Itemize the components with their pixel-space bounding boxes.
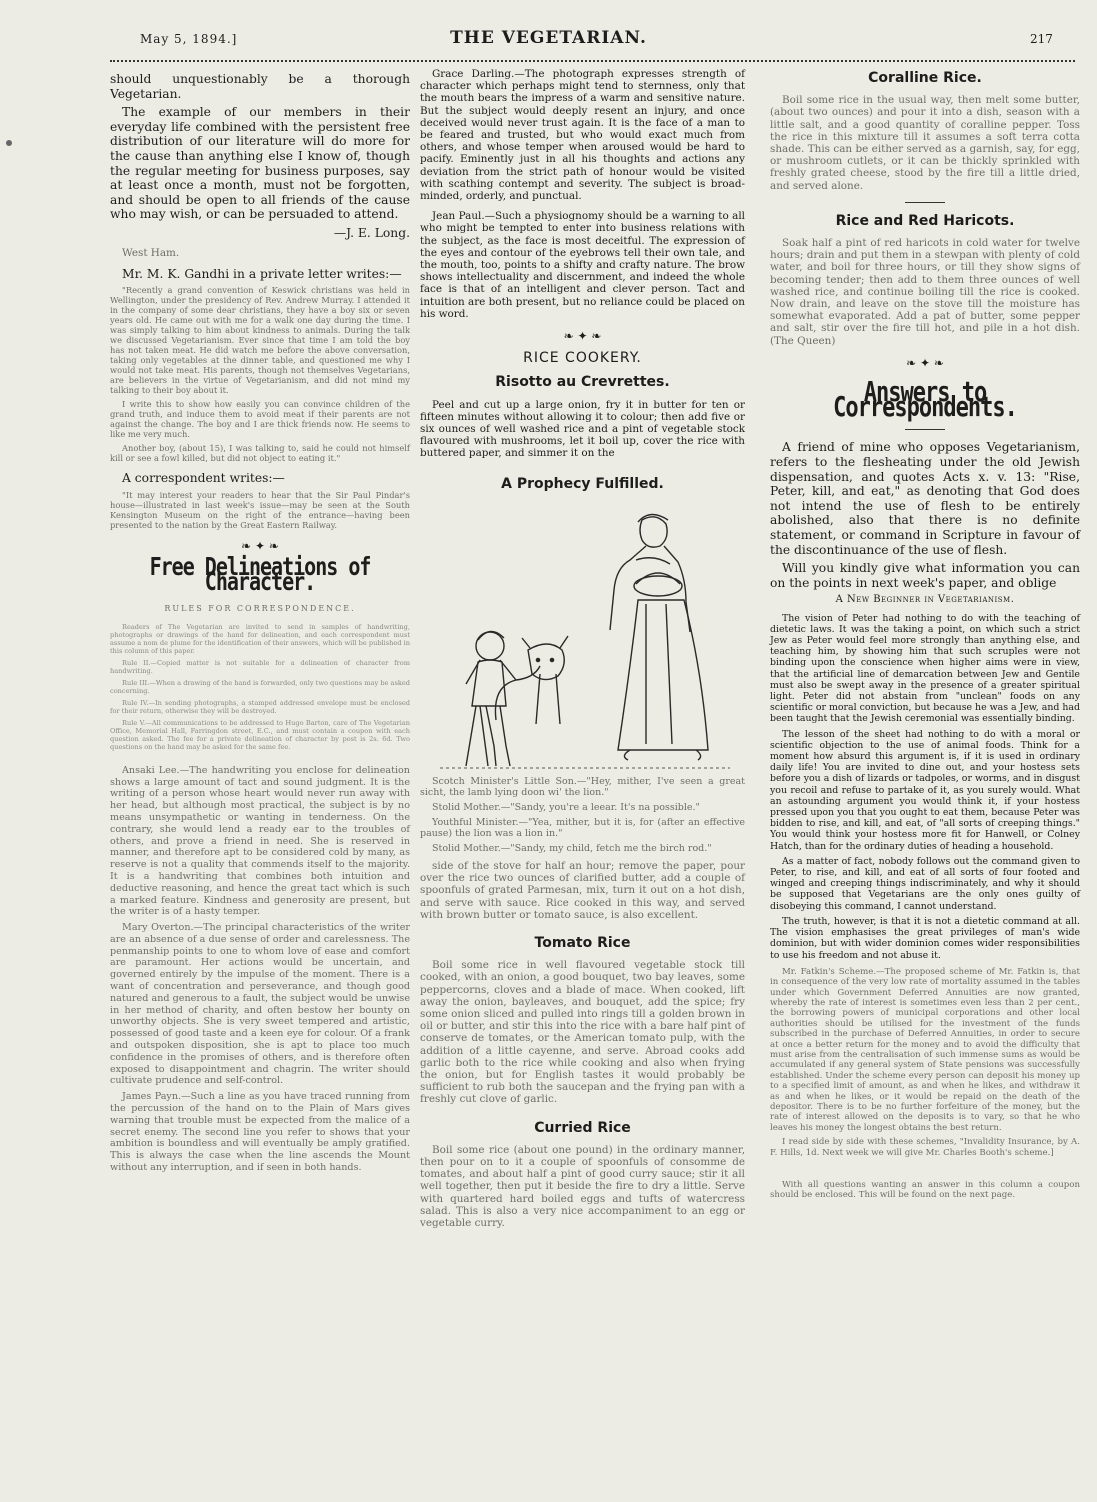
delineation-answer: Ansaki Lee.—The handwriting you enclose for delineation shows a large amount of tact and sound judgment. It is the writing of a person whose heart would never run away with her head, but although most practical, the subject is by no means unsympathetic or wanting in tenderness. On the contrary, she would lend a ready ear to the troubles of others, and prove a friend in need. She is reserved in manner, and therefore apt to be considered cold by many, as reserve is not a quality that commends itself to the majority. It is a handwriting that combines both intuition and deductive reasoning, and hence the great tact which is such a marked feature. Kindness and generosity are present, but the writer is of a hasty temper.	[110, 764, 410, 918]
correspondent-text: "It may interest your readers to hear that the Sir Paul Pindar's house—illustrated in last week's issue—may be seen at the South Kensington Museum on the right of the entrance—having been presented to the nation by the Great Eastern Railway.	[110, 489, 410, 530]
delineation-answer: James Payn.—Such a line as you have traced running from the percussion of the hand on to the Plain of Mars gives warning that trouble must be expected from the malice of a secret enemy. The second line you refer to shows that your ambition is boundless and will eventually be amply gratified. This is always the case when the line ascends the Mount without any interruption, and if seen in both hands.	[110, 1091, 410, 1174]
section-heading: Free Delineations of Character.	[149, 551, 371, 597]
reader-query: A friend of mine who opposes Vegetarianism, refers to the flesheating under the old Jewish dispensation, and quotes Acts x. v. 13: "Rise, Peter, kill, and eat," as denoting that God does not intend the use of flesh to be entirely abolished, also that there is no definite statement, or command in Scripture in favour of the discontinuance of the use of flesh.	[770, 440, 1080, 557]
rule-text: Rule II.—Copied matter is not suitable for a delineation of character from handwriting.	[110, 658, 410, 675]
short-rule	[905, 429, 945, 430]
recipe-title: Rice and Red Haricots.	[835, 212, 1015, 229]
illustration-caption	[420, 776, 745, 854]
paragraph: should unquestionably be a thorough Vegetarian.	[110, 72, 410, 101]
short-rule	[905, 202, 945, 203]
page-number: 217	[1030, 32, 1053, 46]
recipe-text: Soak half a pint of red haricots in cold water for twelve hours; drain and put them in a stewpan with plenty of cold water, and boil for three hours, or till they show signs of becoming tender; then add to them three ounces of well washed rice, and continue boiling till the rice is cooked. Now drain, and leave on the stove till the moisture has somewhat evaporated. Add a pat of butter, some pepper and salt, stir over the fire till hot, and pile in a hot dish. (The Queen)	[770, 237, 1080, 347]
gandhi-intro: Mr. M. K. Gandhi in a private letter writes:—	[122, 266, 402, 281]
rules-heading: RULES FOR CORRESPONDENCE.	[164, 603, 356, 613]
caption-line: Scotch Minister's Little Son.—"Hey, mither, I've seen a great sicht, the lamb lying doon wi' the lion."	[420, 775, 745, 798]
masthead-title: THE VEGETARIAN.	[450, 28, 647, 48]
gandhi-letter: I write this to show how easily you can convince children of the grand truth, and induce them to avoid meat if their parents are not against the change. The boy and I are thick friends now. He seems to like me very much.	[110, 399, 410, 440]
prophecy-illustration	[420, 500, 740, 770]
rule-text: Rule IV.—In sending photographs, a stamped addressed envelope must be enclosed for their return, otherwise they will be destroyed.	[110, 698, 410, 715]
paragraph: The example of our members in their everyday life combined with the persistent free distribution of our literature will do more for the cause than anything else I know of, though the regular meeting for business purposes, say at least once a month, must not be forgotten, and should be open to all friends of the cause who may wish, or can be persuaded to attend.	[110, 105, 410, 222]
recipe-title: Risotto au Crevrettes.	[495, 374, 670, 391]
section-heading: RICE COOKERY.	[523, 350, 642, 367]
column-left	[110, 72, 410, 1178]
illustration	[420, 500, 740, 770]
recipe-text: side of the stove for half an hour; remove the paper, pour over the rice two ounces of clarified butter, add a couple of spoonfuls of grated Parmesan, mix, turn it out on a hot dish, and serve with sauce. Rice cooked in this way, and served with brown butter or tomato sauce, is also excellent.	[420, 859, 745, 921]
delineation-answer: Mary Overton.—The principal characteristics of the writer are an absence of a due sense of order and carelessness. The penmanship points to one to whom love of ease and comfort are paramount. Her actions would be uncertain, and governed entirely by the impulse of the moment. There is a want of concentration and perseverance, and though good natured and generous to a fault, the subject would be unwise in her method of charity, and often bestow her bounty on unworthy objects. She is very sweet tempered and artistic, possessed of good taste and a keen eye for colour. Of a frank and outspoken disposition, she is apt to place too much confidence in the promises of others, and is therefore often exposed to disappointment and chagrin. The writer should cultivate prudence and self-control.	[110, 922, 410, 1087]
editor-reply: Mr. Fatkin's Scheme.—The proposed scheme of Mr. Fatkin is, that in consequence of the very low rate of mortality assumed in the tables under which Government Deferred Annuities are now granted, whereby the rate of interest is sometimes even less than 2 per cent., the borrowing powers of municipal corporations and other local authorities should be utilised for the investment of the funds subscribed in the purchase of Deferred Annuities, in order to secure at once a better return for the money and to avoid the difficulty that must arise from the centralisation of such immense sums as would be accumulated if any general system of State pensions was successfully established. Under the scheme every person can deposit his money up to a specified limit of amount, as and when he likes, and withdraw it as and when he likes, or it would be repaid on the death of the depositor. There is to be no further forfeiture of the money, but the rate of interest allowed on the deposits is to vary, so that he who leaves his money the longest obtains the best return.	[770, 966, 1080, 1133]
caption-line: Stolid Mother.—"Sandy, my child, fetch me the birch rod."	[432, 842, 712, 854]
recipe-title: Tomato Rice	[534, 934, 631, 951]
recipe-text: Boil some rice in the usual way, then melt some butter, (about two ounces) and pour it into a dish, season with a little salt, and a good quantity of coralline pepper. Toss the rice in this mixture till it assumes a soft terra cotta shade. This can be either served as a garnish, say, for egg, or mushroom cutlets, or it can be thickly sprinkled with freshly grated cheese, stood by the fire till a little dried, and served alone.	[770, 94, 1080, 192]
rule-text: Rule III.—When a drawing of the hand is forwarded, only two questions may be asked concerning.	[110, 678, 410, 695]
recipe-title: Coralline Rice.	[868, 70, 982, 86]
gandhi-letter: Another boy, (about 15), I was talking to, said he could not himself kill or see a fowl killed, but did not object to eating it."	[110, 443, 410, 464]
place-line: West Ham.	[122, 246, 180, 259]
illustration-title: A Prophecy Fulfilled.	[501, 475, 664, 492]
recipe-text: Peel and cut up a large onion, fry it in butter for ten or fifteen minutes without allowing it to colour; then add five or six ounces of well washed rice and a pint of vegetable stock flavoured with mushrooms, let it boil up, cover the rice with buttered paper, and simmer it on the	[420, 398, 745, 460]
rule-text: Readers of The Vegetarian are invited to send in samples of handwriting, photographs or drawings of the hand for delineation, and each correspondent must assume a nom de plume for the identification of their answers, which will be published in this column of this paper.	[110, 622, 410, 655]
footer-note: With all questions wanting an answer in this column a coupon should be enclosed. This will be found on the next page.	[770, 1180, 1080, 1201]
rule-text: Rule V.—All communications to be addressed to Hugo Barton, care of The Vegetarian Office, Memorial Hall, Farringdon street, E.C., and must contain a coupon with each question asked. The fee for a private delineation of character by post is 2s. 6d. Two questions on the hand may be asked for the same fee.	[110, 718, 410, 751]
recipe-text: Boil some rice (about one pound) in the ordinary manner, then pour on to it a couple of spoonfuls of consomme de tomates, and about half a pint of good curry sauce; stir it all well together, then put it beside the fire to dry a little. Serve with quartered hard boiled eggs and tufts of watercress salad. This is also a very nice accompaniment to an egg or vegetable curry.	[420, 1143, 745, 1229]
gandhi-letter: "Recently a grand convention of Keswick christians was held in Wellington, under the presidency of Rev. Andrew Murray. I attended it in the company of some dear christians, they have a boy six or seven years old. He came out with me for a walk one day during the time. I was simply talking to him about kindness to animals. During the talk we discussed Vegetarianism. Ever since that time I am told the boy has not taken meat. He did watch me before the above conversation, taking only vegetables at the dinner table, and questioned me why I would not take meat. His parents, though not themselves Vegetarians, are believers in the virtue of Vegetarianism, and did not mind my talking to their boy about it.	[110, 285, 410, 396]
ornament-divider: ❧ ✦ ❧	[906, 355, 944, 370]
issue-date: May 5, 1894.]	[140, 32, 238, 46]
recipe-title: Curried Rice	[534, 1119, 631, 1136]
caption-line: Youthful Minister.—"Yea, mither, but it is, for (after an effective pause) the lion was a lion in."	[420, 816, 745, 839]
editor-reply: The vision of Peter had nothing to do with the teaching of dietetic laws. It was the taking a point, on which such a strict Jew as Peter would feel more strongly than anything else, and teaching him, by showing him that such scruples were not binding upon the conscience when higher aims were in view, that the artificial line of demarcation between Jew and Gentile must also be swept away in the presence of a greater spiritual light. Peter did not abstain from "unclean" foods on any scientific or moral conviction, but because he was a Jew, and had been taught that the Jewish ceremonial was essentially binding.	[770, 612, 1080, 725]
recipe-text: Boil some rice in well flavoured vegetable stock till cooked, with an onion, a good bouquet, two bay leaves, some peppercorns, cloves and a blade of mace. When cooked, lift away the onion, bayleaves, and bouquet, add the spice; fry some onion sliced and pulled into rings till a golden brown in oil or butter, and stir this into the rice with a bare half pint of conserve de tomates, or the American tomato pulp, with the addition of a little cayenne, and serve. Abroad cooks add garlic both to the rice while cooking and also when frying the onion, but for English tastes it would probably be sufficient to rub both the saucepan and the frying pan with a freshly cut clove of garlic.	[420, 959, 745, 1106]
section-heading: Answers to Correspondents.	[833, 377, 1017, 424]
caption-line: Stolid Mother.—"Sandy, you're a leear. It's na possible."	[432, 801, 700, 813]
correspondent-intro: A correspondent writes:—	[122, 471, 285, 486]
header-rule	[110, 60, 1075, 62]
page-header	[0, 28, 1097, 68]
reader-query: Will you kindly give what information you can on the points in next week's paper, and oblige	[770, 561, 1080, 590]
query-signature: A New Beginner in Vegetarianism.	[835, 594, 1015, 606]
margin-speck	[6, 140, 12, 146]
column-right	[770, 72, 1080, 1205]
editor-reply: The truth, however, is that it is not a dietetic command at all. The vision emphasises the great privileges of man's wide dominion, but with wider dominion comes wider responsibilities to use his freedom and not abuse it.	[770, 915, 1080, 961]
column-middle	[420, 68, 745, 1233]
ornament-divider: ❧ ✦ ❧	[563, 329, 602, 344]
editor-reply: The lesson of the sheet had nothing to do with a moral or scientific objection to the use of animal foods. Think for a moment how absurd this argument is, if it is used in ordinary daily life! You are invited to dine out, and your hostess sets before you a dish of lizards or tadpoles, or worms, and in disgust you recoil and refuse to partake of it, as you surely would. What an astounding argument you would think it, if your hostess pressed upon you that you ought to eat them, because Peter was bidden to rise, and kill, and eat, of "all sorts of creeping things." You would think your hostess more fit for Hanwell, or Colney Hatch, than for the ordinary duties of heading a household.	[770, 728, 1080, 852]
ornament-divider: ❧ ✦ ❧	[241, 538, 279, 553]
rules-block	[110, 623, 410, 751]
delineation-answer: Jean Paul.—Such a physiognomy should be a warning to all who might be tempted to enter into business relations with the subject, as the face is most deceitful. The expression of the eyes and contour of the eyebrows tell their own tale, and the mouth, too, points to a shifty and crafty nature. The brow shows intellectuality and discernment, and indeed the whole face is that of an intelligent and clever person. Tact and intuition are both present, but no reliance could be placed on his word.	[420, 210, 745, 320]
signature: —J. E. Long.	[333, 225, 410, 240]
delineation-answer: Grace Darling.—The photograph expresses strength of character which perhaps might tend to sternness, only that the mouth bears the impress of a warm and sensitive nature. But the subject would deeply resent an injury, and once deceived would never trust again. It is the face of a man to be feared and trusted, but who would exact much from others, and whose temper when aroused would be hard to pacify. Eminently just in all his thoughts and actions any deviation from the strict path of honour would be visited with scathing contempt and severity. The subject is broad-minded, orderly, and punctual.	[420, 68, 745, 203]
editor-reply: As a matter of fact, nobody follows out the command given to Peter, to rise, and kill, and eat of all sorts of four footed and winged and creeping things indiscriminately, and why it should be supposed that Vegetarians are the only ones guilty of disobeying this command, I cannot understand.	[770, 855, 1080, 912]
editor-reply: I read side by side with these schemes, "Invalidity Insurance, by A. F. Hills, 1d. Next week we will give Mr. Charles Booth's scheme.]	[770, 1137, 1080, 1158]
